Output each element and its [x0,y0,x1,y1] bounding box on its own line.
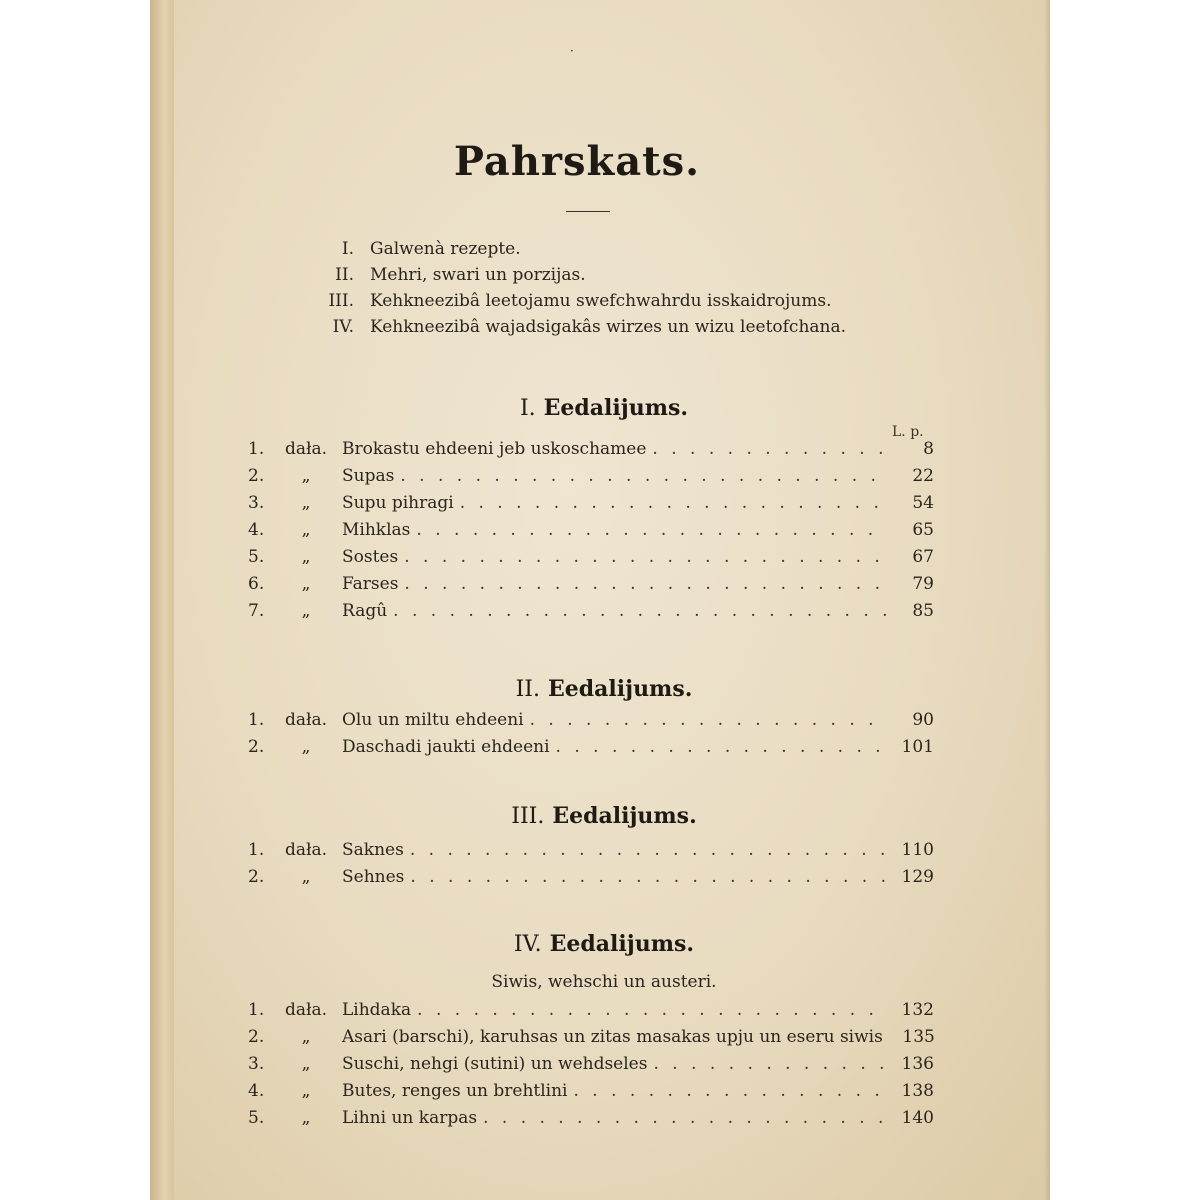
entry-number: 5. [248,1108,265,1128]
part-heading-text: Eedalijums. [549,931,695,957]
main-section-item [314,236,874,262]
entry-kind: dała. [284,710,328,730]
page-speck: · [570,44,574,58]
part-heading-text: Eedalijums. [547,676,693,702]
entry-kind: dała. [284,840,328,860]
entry-page: 135 [902,1027,935,1047]
entry-page: 65 [912,520,934,540]
entry-page: 90 [912,710,934,730]
main-section-text: Mehri, swari un porzijas. [370,265,586,285]
main-section-number: IV. [332,317,354,337]
part-heading-4 [174,931,1034,957]
toc-entry [248,571,934,598]
entry-title: Butes, renges un brehtlini [342,1081,568,1101]
main-section-text: Galwenà rezepte. [370,239,521,259]
entry-number: 7. [248,601,265,621]
entry-title: Asari (barschi), karuhsas un zitas masakas upju un eseru siwis [342,1027,883,1047]
entry-kind: „ [301,737,311,757]
main-section-item [314,314,874,340]
entry-kind: „ [301,574,311,594]
part-heading-text: Eedalijums. [543,395,689,421]
dot-leader [410,864,888,891]
dot-leader [400,463,888,490]
part-roman: I. [519,396,536,421]
toc-entry [248,517,934,544]
entry-number: 1. [248,439,265,459]
page-title: Pahrskats. [453,138,701,185]
entry-page: 132 [901,1000,934,1020]
toc-entry [248,1024,934,1051]
toc-entry [248,1105,934,1132]
part-roman: IV. [513,932,542,957]
entry-page: 22 [912,466,934,486]
toc-entry [248,864,934,891]
toc-entry [248,997,934,1024]
entry-number: 1. [248,710,265,730]
part-3-entries [248,837,934,891]
book-spine-edge [150,0,174,1200]
entry-title: Supas [342,466,395,486]
entry-kind: „ [301,1027,311,1047]
dot-leader [404,571,888,598]
entry-title: Olu un miltu ehdeeni [342,710,524,730]
entry-title: Lihdaka [342,1000,412,1020]
entry-number: 2. [248,466,265,486]
part-heading-1 [174,395,1034,421]
part-roman: II. [515,677,540,702]
entry-title: Sostes [342,547,399,567]
part-roman: III. [511,804,545,829]
entry-number: 2. [248,1027,265,1047]
toc-entry [248,598,934,625]
entry-page: 54 [912,493,934,513]
entry-title: Supu pihragi [342,493,454,513]
part-heading-3 [174,803,1034,829]
toc-entry [248,490,934,517]
dot-leader [460,490,888,517]
main-section-number: II. [335,265,354,285]
dot-leader [410,837,888,864]
dot-leader [652,436,888,463]
entry-title: Suschi, nehgi (sutini) un wehdseles [342,1054,648,1074]
entry-number: 5. [248,547,265,567]
toc-entry [248,544,934,571]
dot-leader [417,997,888,1024]
dot-leader [483,1105,888,1132]
dot-leader [573,1078,888,1105]
entry-title: Lihni un karpas [342,1108,478,1128]
page-column-label: L. p. [892,424,924,440]
entry-kind: „ [301,867,311,887]
main-sections-list [314,236,874,340]
main-section-text: Kehkneezibâ wajadsigakâs wirzes un wizu leetofchana. [370,317,847,337]
entry-title: Ragû [342,601,388,621]
entry-title: Farses [342,574,399,594]
entry-page: 138 [901,1081,934,1101]
entry-page: 101 [901,737,934,757]
entry-kind: dała. [284,1000,328,1020]
entry-title: Mihklas [342,520,411,540]
toc-entry [248,734,934,761]
part-heading-2 [174,676,1034,702]
toc-entry [248,436,934,463]
entry-number: 1. [248,840,265,860]
book-page [174,0,1050,1200]
entry-kind: „ [301,520,311,540]
entry-kind: dała. [284,439,328,459]
entry-page: 85 [912,601,934,621]
main-section-text: Kehkneezibâ leetojamu swefchwahrdu isskaidrojums. [370,291,832,311]
main-section-item [314,262,874,288]
toc-entry [248,707,934,734]
entry-kind: „ [301,1054,311,1074]
main-section-number: III. [328,291,354,311]
entry-title: Brokastu ehdeeni jeb uskoschamee [342,439,647,459]
toc-entry [248,463,934,490]
toc-entry [248,837,934,864]
entry-page: 79 [912,574,934,594]
dot-leader [393,598,888,625]
part-4-entries [248,997,934,1132]
toc-entry [248,1078,934,1105]
entry-title: Sehnes [342,867,405,887]
entry-page: 110 [901,840,934,860]
toc-entry [248,1051,934,1078]
entry-number: 4. [248,1081,265,1101]
dot-leader [653,1051,888,1078]
dot-leader [416,517,888,544]
dot-leader [556,734,888,761]
entry-page: 140 [901,1108,934,1128]
entry-number: 6. [248,574,265,594]
part-heading-text: Eedalijums. [552,803,697,829]
title-divider [566,211,610,212]
entry-number: 3. [248,1054,265,1074]
entry-number: 3. [248,493,265,513]
entry-kind: „ [301,493,311,513]
entry-page: 67 [912,547,934,567]
dot-leader [530,707,888,734]
entry-kind: „ [301,466,311,486]
part-2-entries [248,707,934,761]
entry-page: 136 [901,1054,934,1074]
entry-number: 1. [248,1000,265,1020]
part-1-entries [248,436,934,625]
entry-page: 8 [923,439,934,459]
main-section-item [314,288,874,314]
entry-number: 4. [248,520,265,540]
entry-kind: „ [301,547,311,567]
dot-leader [404,544,888,571]
part-4-subheading: Siwis, wehschi un austeri. [491,972,717,992]
entry-number: 2. [248,867,265,887]
entry-kind: „ [301,1108,311,1128]
entry-page: 129 [901,867,934,887]
entry-title: Saknes [342,840,404,860]
entry-number: 2. [248,737,265,757]
entry-title: Daschadi jaukti ehdeeni [342,737,550,757]
entry-kind: „ [301,1081,311,1101]
entry-kind: „ [301,601,311,621]
main-section-number: I. [341,239,354,259]
